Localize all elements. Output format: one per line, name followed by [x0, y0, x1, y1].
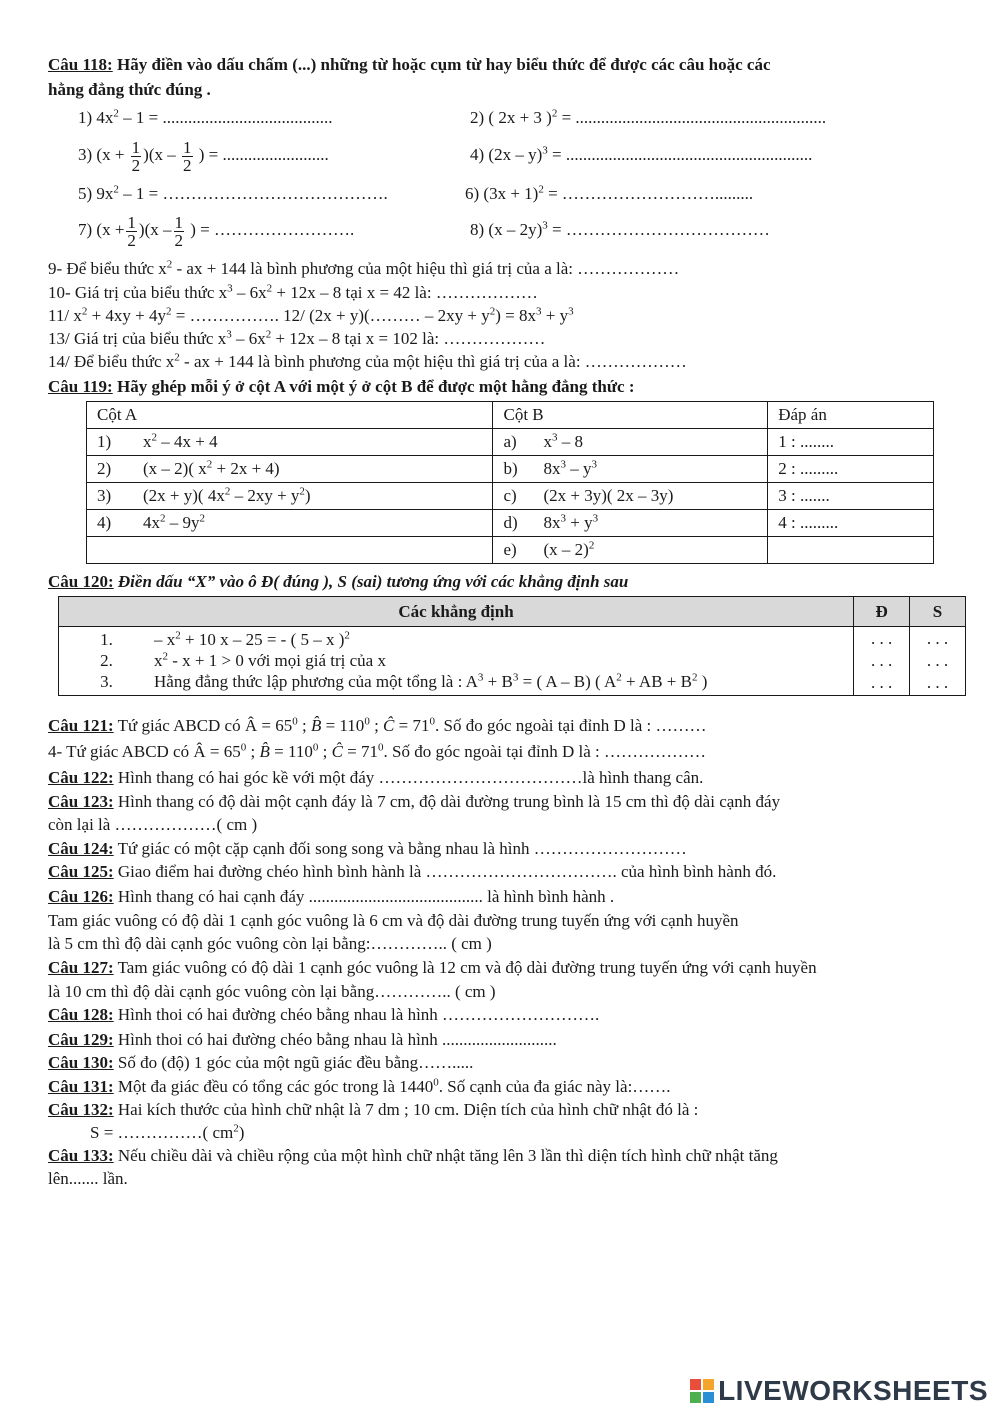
table-row — [87, 537, 934, 564]
liveworksheets-logo — [690, 1375, 988, 1407]
q128: Câu 128: Hình thoi có hai đường chéo bằng nhau là hình ………………………. — [48, 1005, 600, 1024]
answer-empty — [768, 537, 934, 564]
q125: Câu 125: Giao điểm hai đường chéo hình bình hành là ……………………………. của hình bình hành đó. — [48, 862, 777, 881]
header-col-a: Cột A — [87, 402, 493, 429]
table-row — [87, 456, 934, 483]
q121: Câu 121: Tứ giác ABCD có Â = $65^0$ ; B̂ = $110^0$ ; Ĉ = $71^0$. Số đo góc ngoài tại đỉnh D là : ……… — [48, 715, 707, 735]
dots-2-d[interactable]: . . . — [870, 651, 893, 670]
q118-item-6: 6) $(3x + 1)^2$ = ………………………......... — [465, 183, 754, 203]
q127-line2: là 10 cm thì độ dài cạnh góc vuông còn lại bằng………….. ( cm ) — [48, 982, 496, 1001]
answer-blank[interactable]: 3 : ....... — [768, 483, 934, 510]
q132: Câu 132: Hai kích thước của hình chữ nhật là 7 dm ; 10 cm. Diện tích của hình chữ nhật đó là : — [48, 1100, 699, 1119]
table-row — [87, 510, 934, 537]
q118-item-5: 5) $9x^2 - 1$ = …………………………………. — [78, 183, 388, 203]
q120-title: Câu 120: Điền dấu “X” vào ô Đ( đúng ), S (sai) tương ứng với các khẳng định sau — [48, 572, 629, 591]
q124: Câu 124: Tứ giác có một cặp cạnh đối song song và bằng nhau là hình ……………………… — [48, 839, 687, 858]
q119-title: Câu 119: Hãy ghép mỗi ý ở cột A với một ý ở cột B để được một hằng đẳng thức : — [48, 377, 635, 396]
col-a-cell — [87, 537, 493, 564]
header-answer: Đáp án — [768, 402, 934, 429]
col-a-cell: 1) $x^2 - 4x + 4$ — [87, 429, 493, 456]
q127: Câu 127: Tam giác vuông có độ dài 1 cạnh góc vuông là 12 cm và độ dài đường trung tuyến ứng với cạnh huyền — [48, 958, 817, 977]
matching-table — [86, 401, 934, 564]
triangle-question-line2: là 5 cm thì độ dài cạnh góc vuông còn lại bằng:………….. ( cm ) — [48, 934, 492, 953]
q123: Câu 123: Hình thang có độ dài một cạnh đáy là 7 cm, độ dài đường trung bình là 15 cm thì độ dài cạnh đáy — [48, 792, 781, 811]
logo-square-3 — [690, 1392, 701, 1403]
q118-item-3: 3) (x + $\frac{1}{2}$ )(x – $\frac{1}{2}$ ) = ......................... — [78, 137, 329, 175]
line-11-12: 11/ $x^2 + 4xy + 4y^2$ = ……………. 12/ (2x + y)(……… – $2xy + y^2) = 8x^3 + y^3$ — [48, 305, 574, 325]
col-b-cell: a) $x^3 - 8$ — [493, 429, 768, 456]
logo-square-2 — [703, 1379, 714, 1390]
table-header-row — [59, 597, 966, 627]
q129: Câu 129: Hình thoi có hai đường chéo bằng nhau là hình ........................... — [48, 1030, 557, 1049]
q133-line2: lên....... lần. — [48, 1169, 128, 1188]
line-14: 14/ Để biểu thức $x^2$ - ax + 144 là bình phương của một hiệu thì giá trị của a là: ……………… — [48, 351, 687, 371]
q126: Câu 126: Hình thang có hai cạnh đáy ......................................... là hình bình hành . — [48, 887, 615, 906]
line-13: 13/ Giá trị của biểu thức $x^3 - 6x^2 + 12x - 8$ tại x = 102 là: ……………… — [48, 328, 546, 348]
logo-square-4 — [703, 1392, 714, 1403]
table-header-row — [87, 402, 934, 429]
dots-1-s[interactable]: . . . — [926, 629, 949, 648]
table-row — [59, 627, 966, 696]
statement-3: 3. Hằng đẳng thức lập phương của một tổng là : $A^3 + B^3$ = ( A – B) ( $A^2$ + AB + $B^2$ ) — [100, 671, 708, 691]
line-4: 4- Tứ giác ABCD có Â = $65^0$ ; B̂ = $110^0$ ; Ĉ = $71^0$. Số đo góc ngoài tại đỉnh D là : ……………… — [48, 741, 707, 761]
logo-text: LIVEWORKSHEETS — [718, 1375, 988, 1406]
header-statements: Các khẳng định — [59, 597, 854, 627]
q130: Câu 130: Số đo (độ) 1 góc của một ngũ giác đều bằng……..... — [48, 1053, 474, 1072]
col-b-cell: b) $8x^3 - y^3$ — [493, 456, 768, 483]
dots-1-d[interactable]: . . . — [870, 629, 893, 648]
q118-item-2: 2) ( 2x + 3 )$^2$ = ........................................................... — [470, 107, 827, 127]
line-9: 9- Để biểu thức $x^2$ - ax + 144 là bình phương của một hiệu thì giá trị của a là: ……………… — [48, 258, 680, 278]
q118-item-7: 7) (x + $\frac{1}{2}$ )(x – $\frac{1}{2}$ ) = ……………………. — [78, 212, 355, 250]
q118-item-4: 4) (2x – y)$^3$ = .......................................................... — [470, 144, 813, 164]
answer-blank[interactable]: 1 : ........ — [768, 429, 934, 456]
q118-item-1: 1) $4x^2 - 1$ = ........................................ — [78, 107, 333, 127]
col-a-cell: 4) $4x^2 - 9y^2$ — [87, 510, 493, 537]
q118-title-line2: hằng đẳng thức đúng . — [48, 80, 211, 99]
q118-title: Câu 118: Hãy điền vào dấu chấm (...) những từ hoặc cụm từ hay biểu thức để được các câu hoặc các — [48, 55, 771, 74]
table-row — [87, 483, 934, 510]
header-true: Đ — [854, 597, 910, 627]
true-checkboxes[interactable] — [854, 627, 910, 696]
statement-1: 1. – $x^2 + 10$ x – 25 = - ( 5 – x )$^2$ — [100, 629, 350, 649]
col-a-cell: 3) (2x + y)( $4x^2 - 2xy + y^2$) — [87, 483, 493, 510]
line-10: 10- Giá trị của biểu thức $x^3 - 6x^2 + 12x - 8$ tại x = 42 là: ……………… — [48, 282, 538, 302]
header-col-b: Cột B — [493, 402, 768, 429]
col-b-cell: e) (x – 2)$^2$ — [493, 537, 768, 564]
logo-mark-icon — [690, 1379, 714, 1403]
q118-item-8: 8) (x – 2y)$^3$ = ……………………………… — [470, 219, 770, 239]
false-checkboxes[interactable] — [910, 627, 966, 696]
logo-square-1 — [690, 1379, 701, 1390]
q123-line2: còn lại là ………………( cm ) — [48, 815, 258, 834]
q122: Câu 122: Hình thang có hai góc kề với một đáy ………………………………là hình thang cân. — [48, 768, 704, 787]
triangle-question: Tam giác vuông có độ dài 1 cạnh góc vuông là 6 cm và độ dài đường trung tuyến ứng với cạnh huyền — [48, 911, 739, 930]
header-false: S — [910, 597, 966, 627]
col-b-cell: d) $8x^3 + y^3$ — [493, 510, 768, 537]
col-b-cell: c) (2x + 3y)( 2x – 3y) — [493, 483, 768, 510]
table-row — [87, 429, 934, 456]
true-false-table — [58, 596, 966, 696]
q132-line2: S = ……………( $cm^2$) — [90, 1122, 245, 1142]
statements-cell — [59, 627, 854, 696]
dots-2-s[interactable]: . . . — [926, 651, 949, 670]
col-a-cell: 2) (x – 2)( $x^2 + 2x + 4$) — [87, 456, 493, 483]
answer-blank[interactable]: 2 : ......... — [768, 456, 934, 483]
dots-3-s[interactable]: . . . — [926, 673, 949, 692]
answer-blank[interactable]: 4 : ......... — [768, 510, 934, 537]
q131: Câu 131: Một đa giác đều có tổng các góc trong là 1440$^0$. Số cạnh của đa giác này là:……. — [48, 1076, 671, 1096]
dots-3-d[interactable]: . . . — [870, 673, 893, 692]
statement-2: 2. $x^2 - x + 1 > 0$ với mọi giá trị của x — [100, 650, 386, 670]
q133: Câu 133: Nếu chiều dài và chiều rộng của một hình chữ nhật tăng lên 3 lần thì diện tích hình chữ nhật tăng — [48, 1146, 778, 1165]
